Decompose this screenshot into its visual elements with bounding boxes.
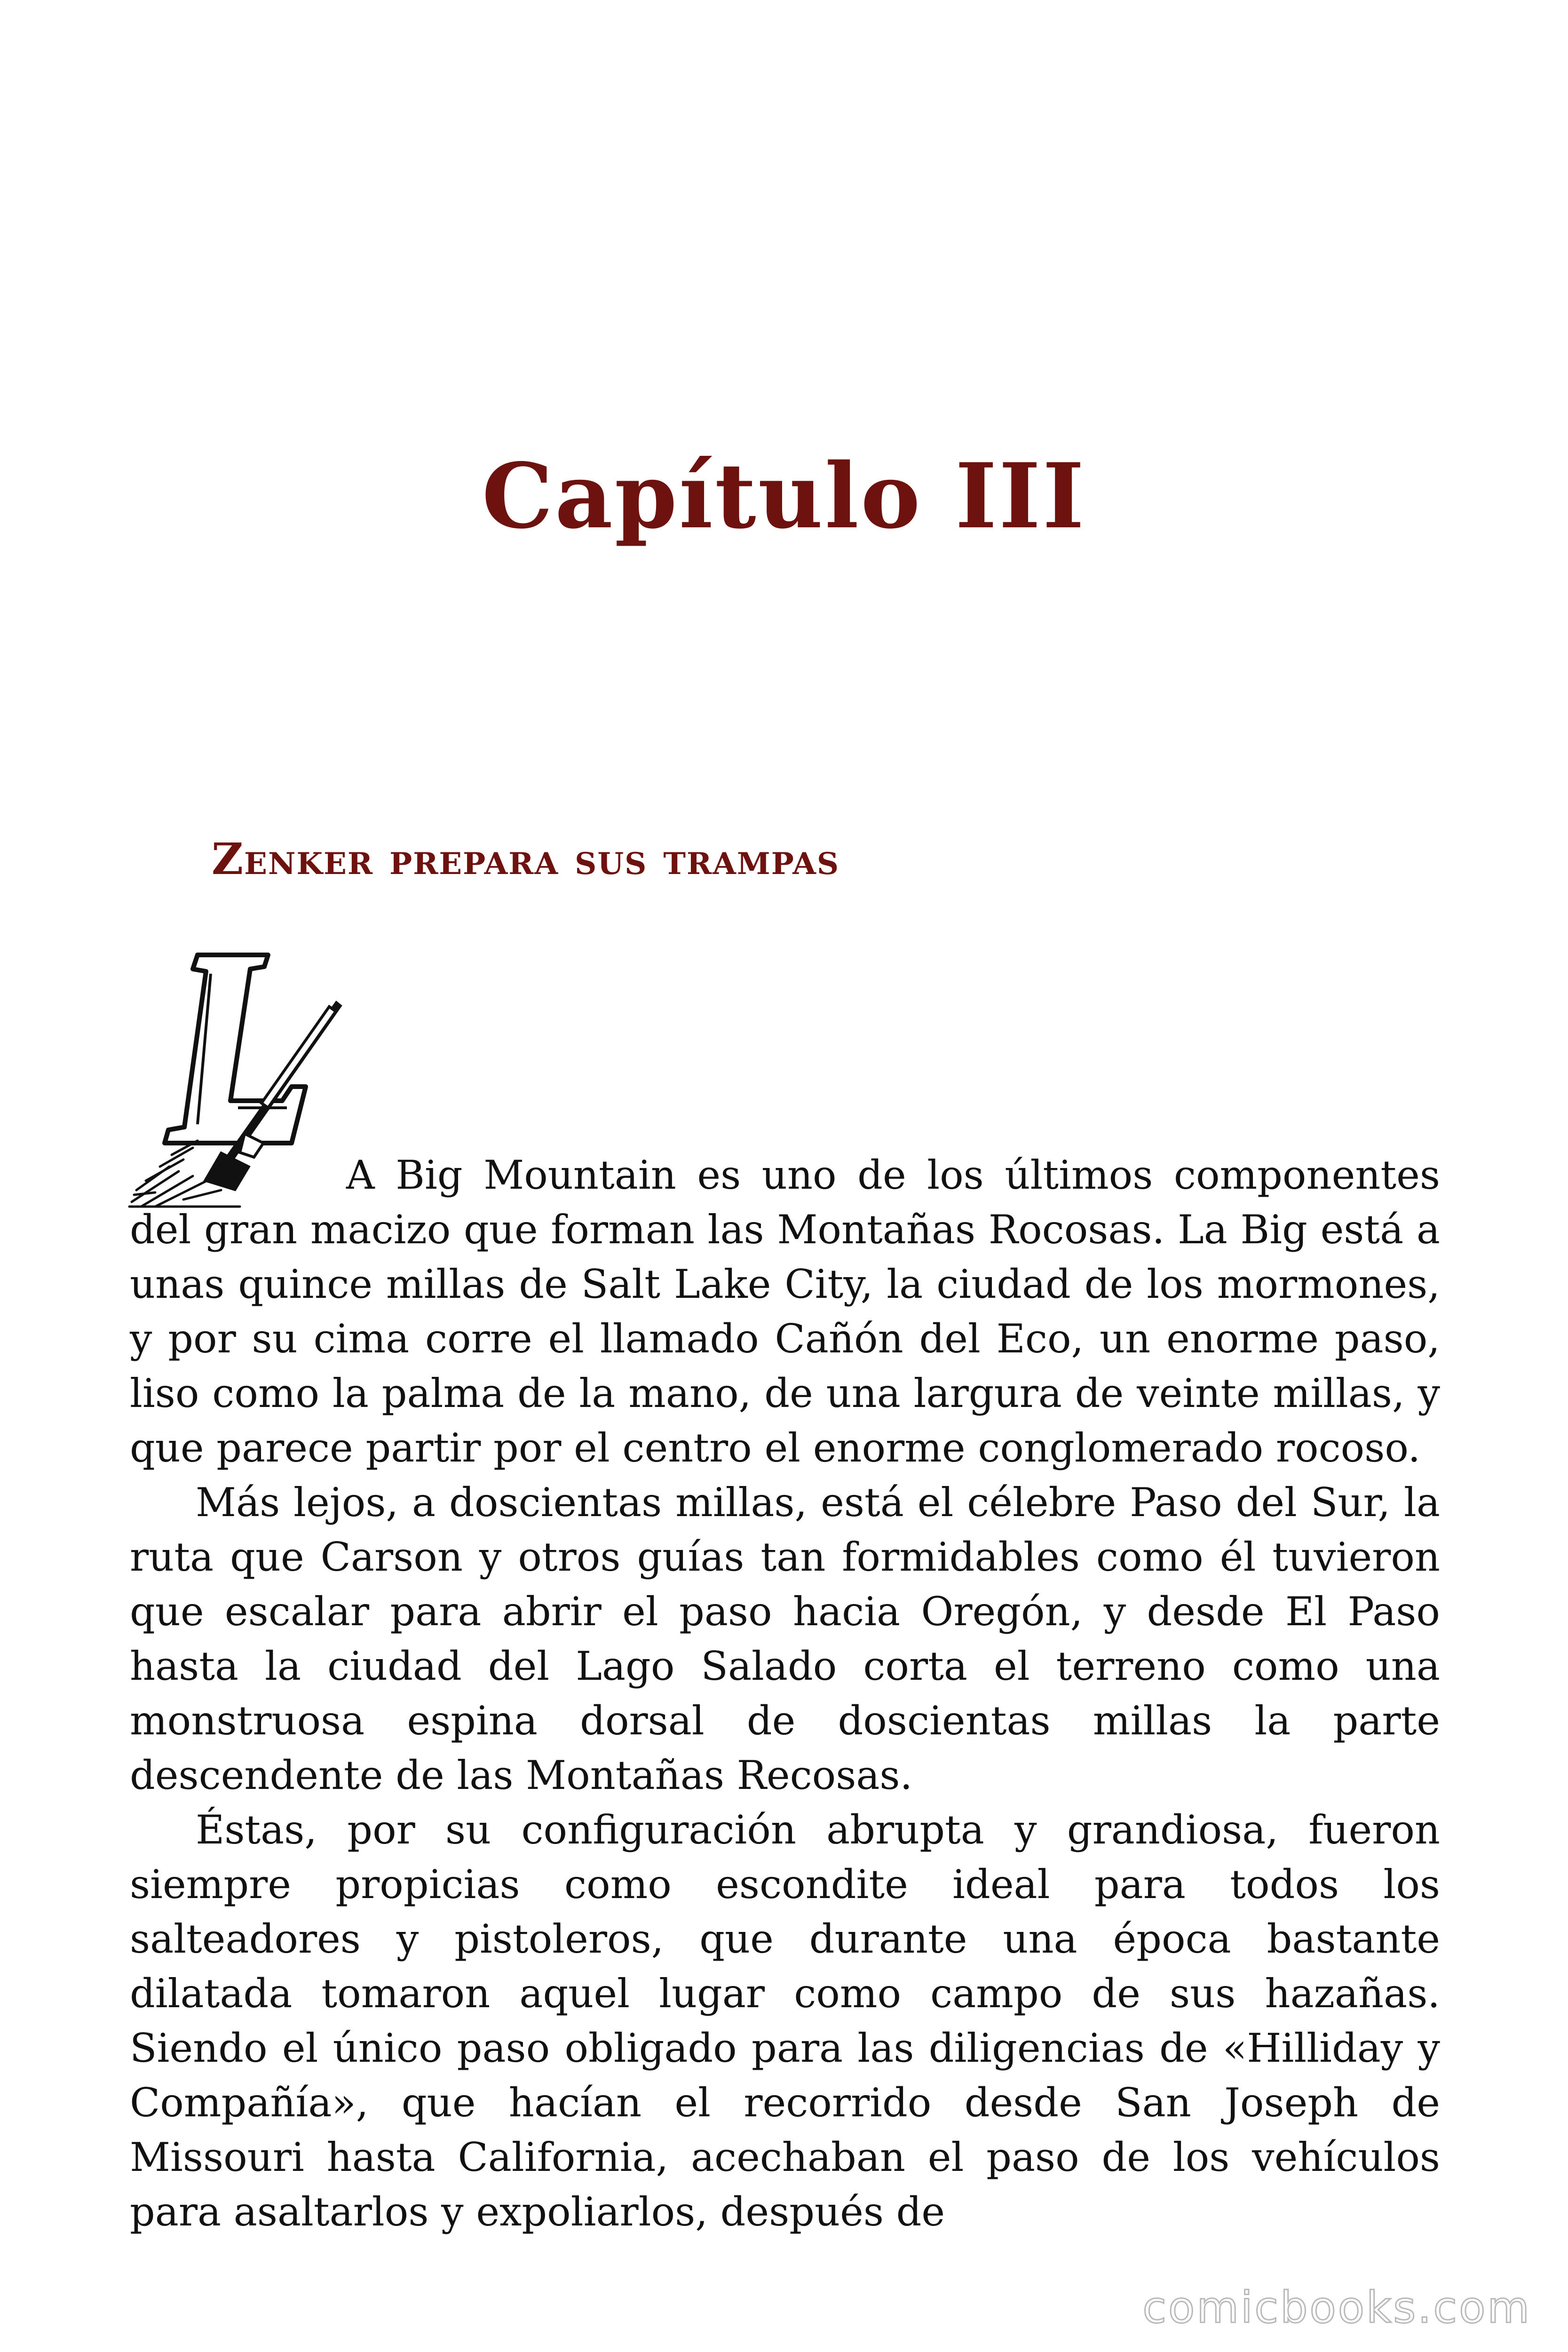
watermark: comicbooks.com: [1142, 2282, 1531, 2333]
drop-cap-letter-shape: [165, 955, 306, 1143]
chapter-subtitle: Zenker prepara sus trampas: [212, 834, 840, 884]
paragraph-1: A Big Mountain es uno de los últimos componentes del gran macizo que forman las Montañas Rocosas. La Big está a unas quince millas de Salt Lake City, la ciudad de los mormones, y por su cima corre el llamado Cañón del Eco, un enorme paso, liso como la palma de la mano, de una largura de veinte millas, y que parece partir por el centro el enorme conglomerado rocoso.: [130, 1152, 1440, 1471]
paragraph-3: Éstas, por su configuración abrupta y grandiosa, fueron siempre propicias como escondite ideal para todos los salteadores y pistoleros, que durante una época bastante dilatada tomaron aquel lugar como campo de sus hazañas. Siendo el único paso obligado para las diligencias de «Hilliday y Compañía», que hacían el recorrido desde San Joseph de Missouri hasta California, acechaban el paso de los vehículos para asaltarlos y expoliarlos, después de: [130, 1807, 1440, 2235]
body-text: [130, 1148, 1440, 2239]
paragraph-2: Más lejos, a doscientas millas, está el célebre Paso del Sur, la ruta que Carson y otros guías tan formidables como él tuvieron que escalar para abrir el paso hacia Oregón, y desde El Paso hasta la ciudad del Lago Salado corta el terreno como una monstruosa espina dorsal de doscientas millas la parte descendente de las Montañas Recosas.: [130, 1479, 1440, 1798]
chapter-title: Capítulo III: [482, 444, 1086, 548]
